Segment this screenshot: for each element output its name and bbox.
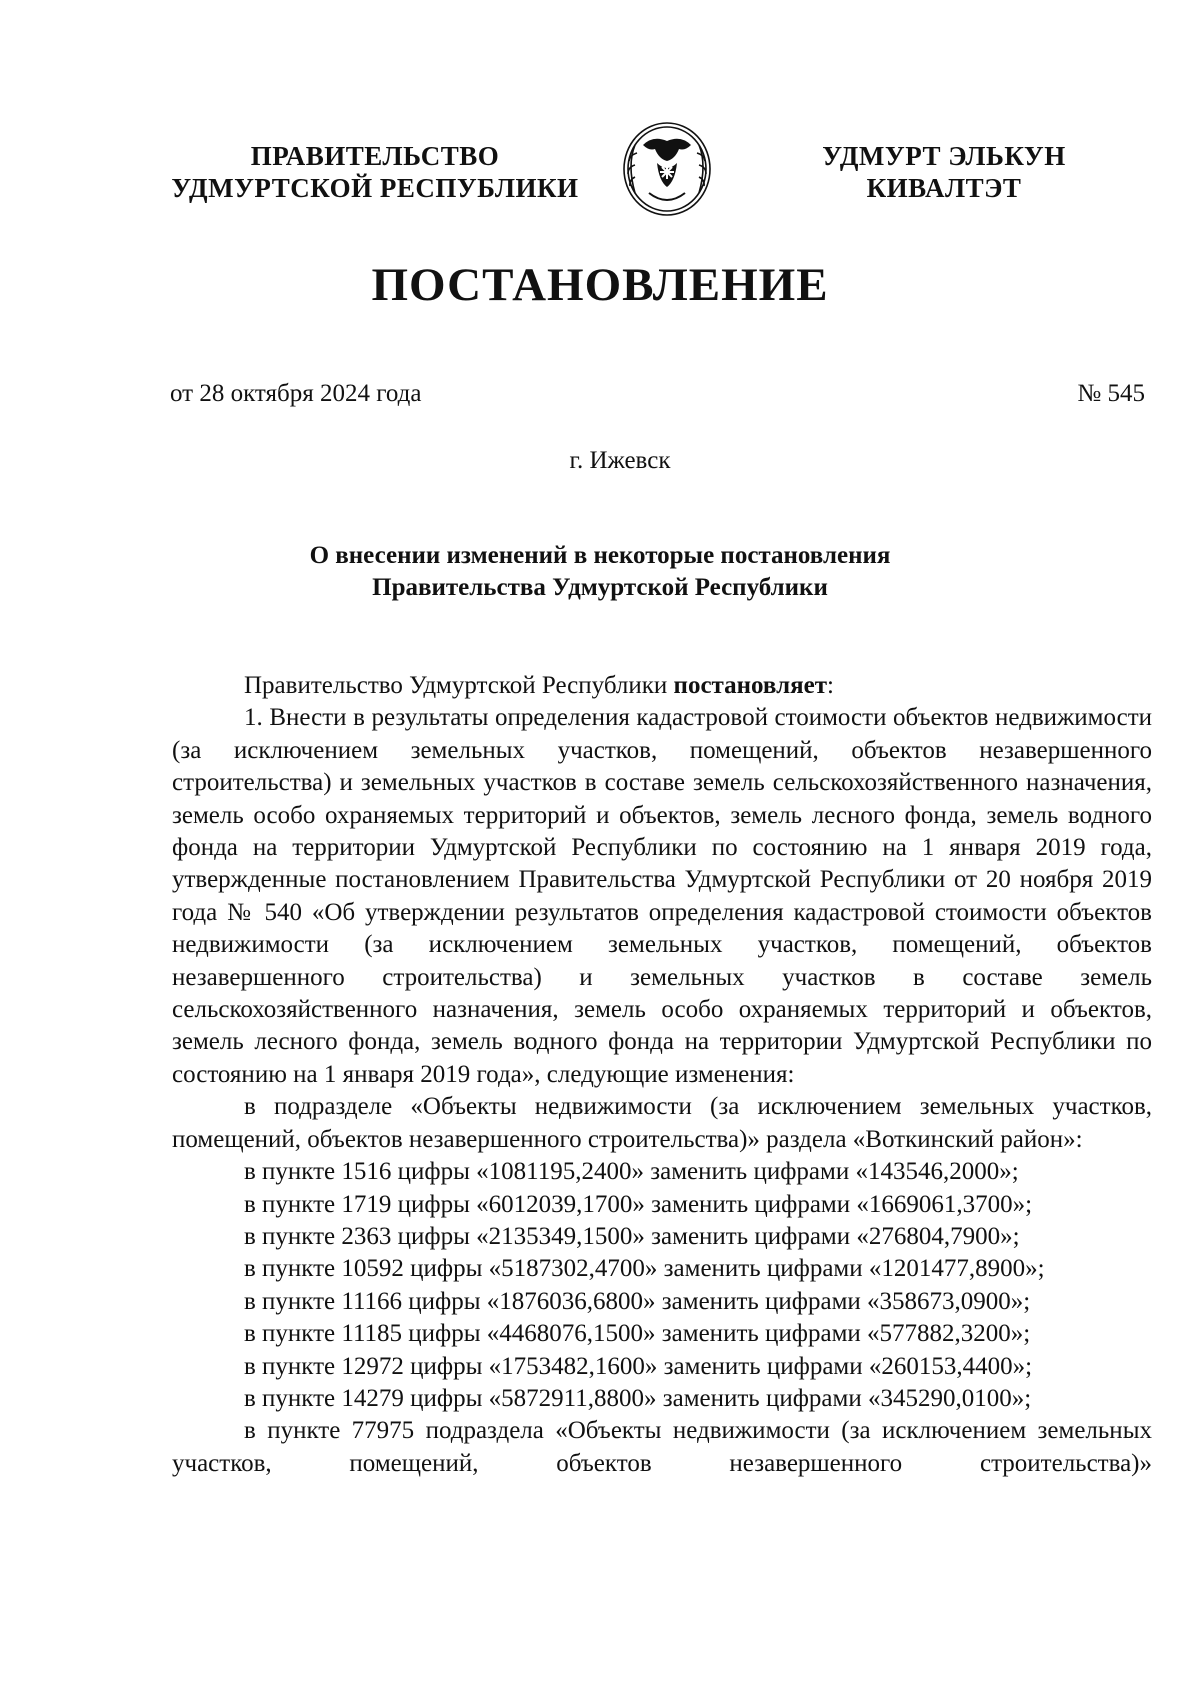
paragraph-subsection: в подразделе «Объекты недвижимости (за исключением земельных участков, помещений, объектов незавершенного строительства)» раздела «Воткинский район»: xyxy=(172,1093,1152,1153)
document-title xyxy=(0,540,1200,604)
paragraph-main: 1. Внести в результаты определения кадастровой стоимости объектов недвижимости (за исключением земельных участков, помещений, объектов незавершенного строительства) и земельных участков в составе земель сельскохозяйственного назначения, земель особо охраняемых территорий и объектов, земель лесного фонда, земель водного фонда на территории Удмуртской Республики по состоянию на 1 января 2019 года, утвержденные постановлением Правительства Удмуртской Республики от 20 ноября 2019 года № 540 «Об утверждении результатов определения кадастровой стоимости объектов недвижимости (за исключением земельных участков, помещений, объектов незавершенного строительства) и земельных участков в составе земель сельскохозяйственного назначения, земель особо охраняемых территорий и объектов, земель лесного фонда, земель водного фонда на территории Удмуртской Республики по состоянию на 1 января 2019 года», следующие изменения: xyxy=(172,704,1152,1088)
document-type-heading: ПОСТАНОВЛЕНИЕ xyxy=(371,259,829,311)
government-name-udmurt-line2: КИВАЛТЭТ xyxy=(866,173,1022,203)
paragraph-item: в пункте 14279 цифры «5872911,8800» заменить цифрами «345290,0100»; xyxy=(244,1384,1032,1412)
government-name-udmurt xyxy=(784,140,1104,204)
paragraph-item: в пункте 11185 цифры «4468076,1500» заменить цифрами «577882,3200»; xyxy=(244,1320,1031,1348)
paragraph-item: в пункте 10592 цифры «5187302,4700» заменить цифрами «1201477,8900»; xyxy=(244,1255,1045,1283)
document-city: г. Ижевск xyxy=(569,447,671,474)
paragraph-item: в пункте 1719 цифры «6012039,1700» заменить цифрами «1669061,3700»; xyxy=(244,1190,1033,1218)
paragraph-item: в пункте 12972 цифры «1753482,1600» заменить цифрами «260153,4400»; xyxy=(244,1352,1033,1380)
intro-bold: постановляет xyxy=(673,672,828,699)
government-name-udmurt-line1: УДМУРТ ЭЛЬКУН xyxy=(822,141,1066,171)
paragraph-item: в пункте 2363 цифры «2135349,1500» заменить цифрами «276804,7900»; xyxy=(244,1222,1020,1250)
government-name-line2: УДМУРТСКОЙ РЕСПУБЛИКИ xyxy=(171,173,579,203)
intro-text: Правительство Удмуртской Республики xyxy=(244,672,674,699)
intro-paragraph xyxy=(172,670,1152,702)
document-number: № 545 xyxy=(1077,380,1145,407)
government-name-russian xyxy=(145,140,605,204)
document-date: от 28 октября 2024 года xyxy=(170,380,422,407)
government-name-line1: ПРАВИТЕЛЬСТВО xyxy=(250,141,500,171)
document-title-line1: О внесении изменений в некоторые постановления xyxy=(309,542,891,569)
paragraph-item: в пункте 11166 цифры «1876036,6800» заменить цифрами «358673,0900»; xyxy=(244,1287,1031,1315)
paragraph-item: в пункте 1516 цифры «1081195,2400» заменить цифрами «143546,2000»; xyxy=(244,1158,1019,1186)
document-title-line2: Правительства Удмуртской Республики xyxy=(372,574,828,601)
paragraph-continued: в пункте 77975 подраздела «Объекты недвижимости (за исключением земельных участков, помещений, объектов незавершенного строительства)» xyxy=(172,1417,1152,1477)
intro-suffix: : xyxy=(827,672,834,699)
document-body xyxy=(172,670,1152,1480)
udmurt-coat-of-arms-icon xyxy=(613,115,721,219)
